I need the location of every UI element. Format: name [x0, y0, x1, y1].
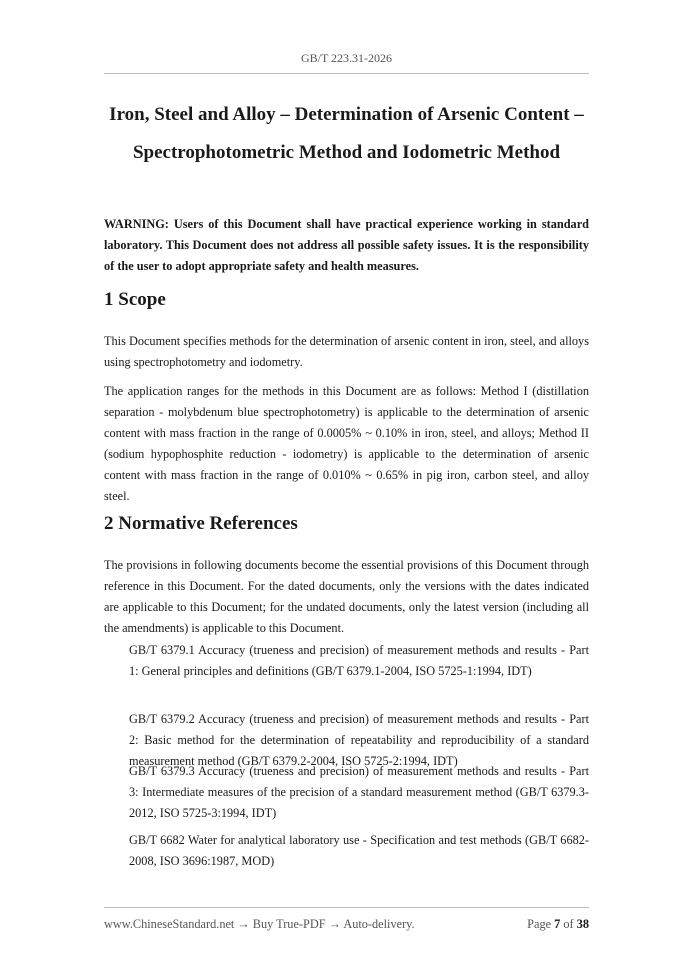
document-title-line-2: Spectrophotometric Method and Iodometric Method [132, 142, 561, 163]
document-title-line-1: Iron, Steel and Alloy – Determination of Arsenic Content – [109, 104, 584, 125]
section-heading-scope: 1 Scope [104, 289, 166, 310]
document-id-header: GB/T 223.31-2026 [300, 51, 393, 65]
page-number [527, 917, 589, 932]
reference-item: GB/T 6379.3 Accuracy (trueness and precision) of measurement methods and results - Part 3: Intermediate measures of the precision of a standard measurement method (GB/T 6379.3-2012, ISO 5725-3:1994, IDT) [129, 764, 589, 820]
section-heading-normative-references: 2 Normative References [104, 513, 298, 534]
reference-item: GB/T 6379.1 Accuracy (trueness and precision) of measurement methods and results - Part 1: General principles and definitions (GB/T 6379.1-2004, ISO 5725-1:1994, IDT) [129, 643, 589, 678]
header-divider [104, 73, 589, 74]
current-page: 7 [554, 917, 561, 931]
scope-paragraph-1: This Document specifies methods for the determination of arsenic content in iron, steel, and alloys using spectrophotometry and iodometry. [104, 334, 589, 369]
warning-paragraph: WARNING: Users of this Document shall have practical experience working in standard laboratory. This Document does not address all possible safety issues. It is the responsibility of the user to adopt appropriate safety and health measures. [104, 217, 589, 273]
normative-intro-paragraph: The provisions in following documents become the essential provisions of this Document through reference in this Document. For the dated documents, only the versions with the dates indicated are applicable to this Document; for the undated documents, only the latest version (including all the amendments) is applicable to this Document. [104, 558, 589, 635]
footer-link[interactable]: www.ChineseStandard.net → Buy True-PDF → Auto-delivery. [104, 917, 415, 931]
reference-item: GB/T 6682 Water for analytical laboratory use - Specification and test methods (GB/T 6682-2008, ISO 3696:1987, MOD) [129, 833, 589, 868]
scope-paragraph-2: The application ranges for the methods in this Document are as follows: Method I (distillation separation - molybdenum blue spectrophotometry) is applicable to the determination of arsenic content with mass fraction in the range of 0.0005% ~ 0.10% in iron, steel, and alloys; Method II (sodium hypophosphite reduction - iodometry) is applicable to the determination of arsenic content with mass fraction in the range of 0.010% ~ 0.65% in pig iron, carbon steel, and alloy steel. [104, 384, 589, 503]
page-label: Page [527, 917, 552, 931]
of-label: of [563, 917, 574, 931]
footer-divider [104, 907, 589, 908]
reference-item: GB/T 6379.2 Accuracy (trueness and precision) of measurement methods and results - Part 2: Basic method for the determination of repeatability and reproducibility of a standard measurement method (GB/T 6379.2-2004, ISO 5725-2:1994, IDT) [129, 712, 589, 768]
total-pages: 38 [576, 917, 589, 931]
